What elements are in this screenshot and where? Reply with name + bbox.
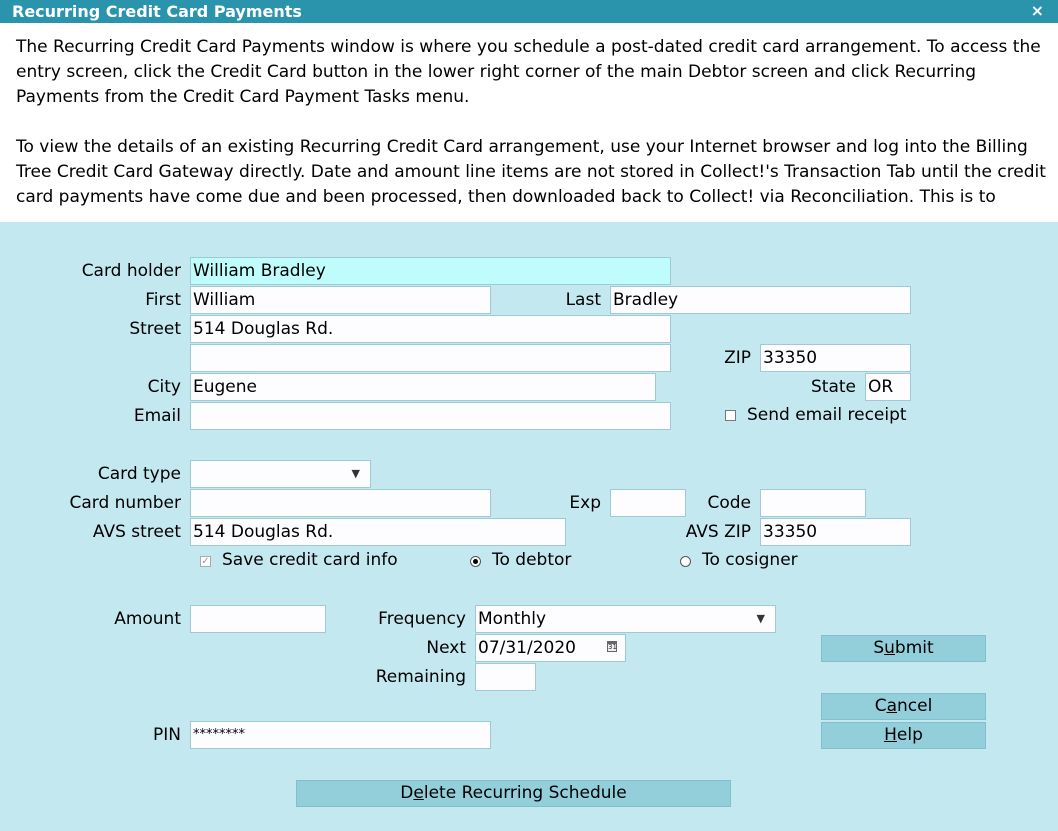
- last-name-label: Last: [565, 290, 601, 310]
- chevron-down-icon: ▼: [351, 467, 360, 480]
- card-number-label: Card number: [69, 493, 181, 513]
- street2-field[interactable]: [190, 344, 671, 372]
- first-name-field[interactable]: William: [190, 286, 491, 314]
- zip-label: ZIP: [724, 348, 751, 368]
- next-label: Next: [426, 638, 466, 658]
- frequency-label: Frequency: [378, 609, 466, 629]
- amount-field[interactable]: [190, 605, 326, 633]
- calendar-icon[interactable]: 31: [608, 643, 617, 651]
- to-cosigner-label: To cosigner: [702, 550, 798, 570]
- send-email-receipt-checkbox[interactable]: [725, 410, 736, 421]
- remaining-label: Remaining: [375, 667, 466, 687]
- code-label: Code: [707, 493, 751, 513]
- card-type-dropdown[interactable]: [190, 460, 371, 488]
- to-debtor-label: To debtor: [492, 550, 572, 570]
- payment-form: [0, 222, 1058, 831]
- delete-recurring-schedule-button[interactable]: Delete Recurring Schedule: [296, 780, 731, 807]
- submit-button[interactable]: Submit: [821, 635, 986, 662]
- exp-label: Exp: [569, 493, 601, 513]
- avs-street-label: AVS street: [92, 522, 181, 542]
- to-cosigner-radio[interactable]: [680, 556, 691, 567]
- to-debtor-radio[interactable]: [470, 556, 481, 567]
- email-label: Email: [133, 406, 181, 426]
- send-email-receipt-label: Send email receipt: [747, 405, 907, 425]
- state-field[interactable]: OR: [865, 373, 911, 401]
- code-field[interactable]: [760, 489, 866, 517]
- state-label: State: [811, 377, 856, 397]
- avs-zip-field[interactable]: 33350: [760, 518, 911, 546]
- window-title: Recurring Credit Card Payments: [12, 2, 302, 21]
- email-field[interactable]: [190, 402, 671, 430]
- card-holder-field[interactable]: William Bradley: [190, 257, 671, 285]
- save-credit-card-info-checkbox[interactable]: ✓: [201, 556, 210, 567]
- pin-label: PIN: [153, 725, 181, 745]
- exp-field[interactable]: [610, 489, 686, 517]
- chevron-down-icon: ▼: [756, 612, 765, 625]
- zip-field[interactable]: 33350: [760, 344, 911, 372]
- frequency-dropdown[interactable]: Monthly ▼: [475, 605, 776, 633]
- cancel-button[interactable]: Cancel: [821, 693, 986, 720]
- help-paragraph-2: To view the details of an existing Recurring Credit Card arrangement, use your Internet browser and log into the Billing Tree Credit Card Gateway directly. Date and amount line items are not stored in Collect!'s Transaction Tab until the credit card payments have come due and been processed, then downloaded back to Collect! via Reconciliation. This is to: [16, 137, 1046, 207]
- title-bar: [0, 0, 1058, 23]
- street-label: Street: [129, 319, 181, 339]
- remaining-field[interactable]: [475, 663, 536, 691]
- card-type-label: Card type: [97, 464, 181, 484]
- pin-field[interactable]: ********: [190, 721, 491, 749]
- street-field[interactable]: 514 Douglas Rd.: [190, 315, 671, 343]
- avs-street-field[interactable]: 514 Douglas Rd.: [190, 518, 566, 546]
- next-date-field[interactable]: 07/31/2020 31: [475, 634, 626, 662]
- last-name-field[interactable]: Bradley: [610, 286, 911, 314]
- city-label: City: [147, 377, 181, 397]
- card-number-field[interactable]: [190, 489, 491, 517]
- first-name-label: First: [145, 290, 181, 310]
- close-icon[interactable]: ×: [1030, 1, 1044, 20]
- help-button[interactable]: Help: [821, 722, 986, 749]
- amount-label: Amount: [114, 609, 181, 629]
- save-credit-card-info-label: Save credit card info: [222, 550, 398, 570]
- avs-zip-label: AVS ZIP: [685, 522, 751, 542]
- help-text-panel: [0, 23, 1058, 222]
- city-field[interactable]: Eugene: [190, 373, 656, 401]
- help-paragraph-1: The Recurring Credit Card Payments window is where you schedule a post-dated credit card arrangement. To access the entry screen, click the Credit Card button in the lower right corner of the main Debtor screen and click Recurring Payments from the Credit Card Payment Tasks menu.: [16, 37, 1041, 107]
- card-holder-label: Card holder: [81, 261, 181, 281]
